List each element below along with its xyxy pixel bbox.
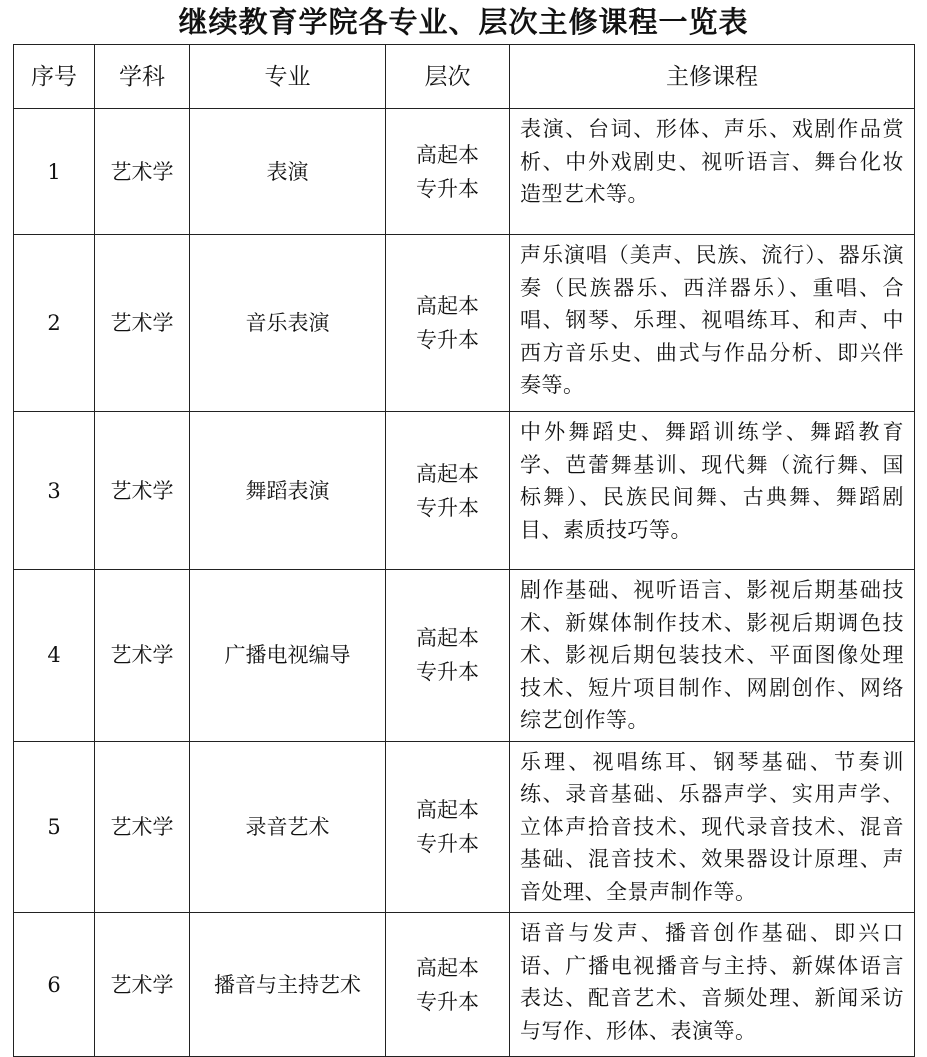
row-major: 表演 xyxy=(190,109,386,235)
row-index: 5 xyxy=(14,741,95,913)
header-level: 层次 xyxy=(386,45,510,109)
row-subject: 艺术学 xyxy=(95,741,190,913)
row-courses: 乐理、视唱练耳、钢琴基础、节奏训练、录音基础、乐器声学、实用声学、立体声拾音技术、现代录音技术、混音基础、混音技术、效果器设计原理、声音处理、全景声制作等。 xyxy=(510,741,915,913)
level-option: 高起本 xyxy=(416,955,479,980)
row-level xyxy=(386,570,510,742)
row-subject: 艺术学 xyxy=(95,570,190,742)
row-major: 录音艺术 xyxy=(190,741,386,913)
row-major: 播音与主持艺术 xyxy=(190,913,386,1057)
header-subject: 学科 xyxy=(95,45,190,109)
row-level xyxy=(386,235,510,412)
row-index: 4 xyxy=(14,570,95,742)
header-courses: 主修课程 xyxy=(510,45,915,109)
row-index: 3 xyxy=(14,412,95,570)
table-row xyxy=(14,570,915,742)
row-major: 音乐表演 xyxy=(190,235,386,412)
row-courses: 表演、台词、形体、声乐、戏剧作品赏析、中外戏剧史、视听语言、舞台化妆造型艺术等。 xyxy=(510,109,915,235)
row-index: 6 xyxy=(14,913,95,1057)
header-index: 序号 xyxy=(14,45,95,109)
level-option: 专升本 xyxy=(416,176,479,201)
row-courses: 剧作基础、视听语言、影视后期基础技术、新媒体制作技术、影视后期调色技术、影视后期包装技术、平面图像处理技术、短片项目制作、网剧创作、网络综艺创作等。 xyxy=(510,570,915,742)
row-index: 2 xyxy=(14,235,95,412)
level-option: 高起本 xyxy=(416,142,479,167)
row-index: 1 xyxy=(14,109,95,235)
page-title: 继续教育学院各专业、层次主修课程一览表 xyxy=(178,5,749,39)
table-row xyxy=(14,235,915,412)
level-option: 专升本 xyxy=(416,831,479,856)
row-subject: 艺术学 xyxy=(95,109,190,235)
level-option: 高起本 xyxy=(416,461,479,486)
row-major: 广播电视编导 xyxy=(190,570,386,742)
level-option: 高起本 xyxy=(416,797,479,822)
level-option: 专升本 xyxy=(416,660,479,685)
table-row xyxy=(14,741,915,913)
table-row xyxy=(14,109,915,235)
row-level xyxy=(386,109,510,235)
table-row xyxy=(14,412,915,570)
row-courses: 中外舞蹈史、舞蹈训练学、舞蹈教育学、芭蕾舞基训、现代舞（流行舞、国标舞）、民族民间舞、古典舞、舞蹈剧目、素质技巧等。 xyxy=(510,412,915,570)
course-table xyxy=(13,44,915,1057)
level-option: 专升本 xyxy=(416,328,479,352)
level-option: 高起本 xyxy=(416,626,479,651)
table-header-row xyxy=(14,45,915,109)
row-level xyxy=(386,741,510,913)
level-option: 专升本 xyxy=(416,495,479,520)
row-level xyxy=(386,913,510,1057)
table-row xyxy=(14,913,915,1057)
row-subject: 艺术学 xyxy=(95,913,190,1057)
row-subject: 艺术学 xyxy=(95,235,190,412)
row-courses: 语音与发声、播音创作基础、即兴口语、广播电视播音与主持、新媒体语言表达、配音艺术、音频处理、新闻采访与写作、形体、表演等。 xyxy=(510,913,915,1057)
header-major: 专业 xyxy=(190,45,386,109)
row-subject: 艺术学 xyxy=(95,412,190,570)
level-option: 高起本 xyxy=(416,294,479,318)
row-level xyxy=(386,412,510,570)
row-courses: 声乐演唱（美声、民族、流行）、器乐演奏（民族器乐、西洋器乐）、重唱、合唱、钢琴、乐理、视唱练耳、和声、中西方音乐史、曲式与作品分析、即兴伴奏等。 xyxy=(510,235,915,412)
level-option: 专升本 xyxy=(416,989,479,1014)
row-major: 舞蹈表演 xyxy=(190,412,386,570)
